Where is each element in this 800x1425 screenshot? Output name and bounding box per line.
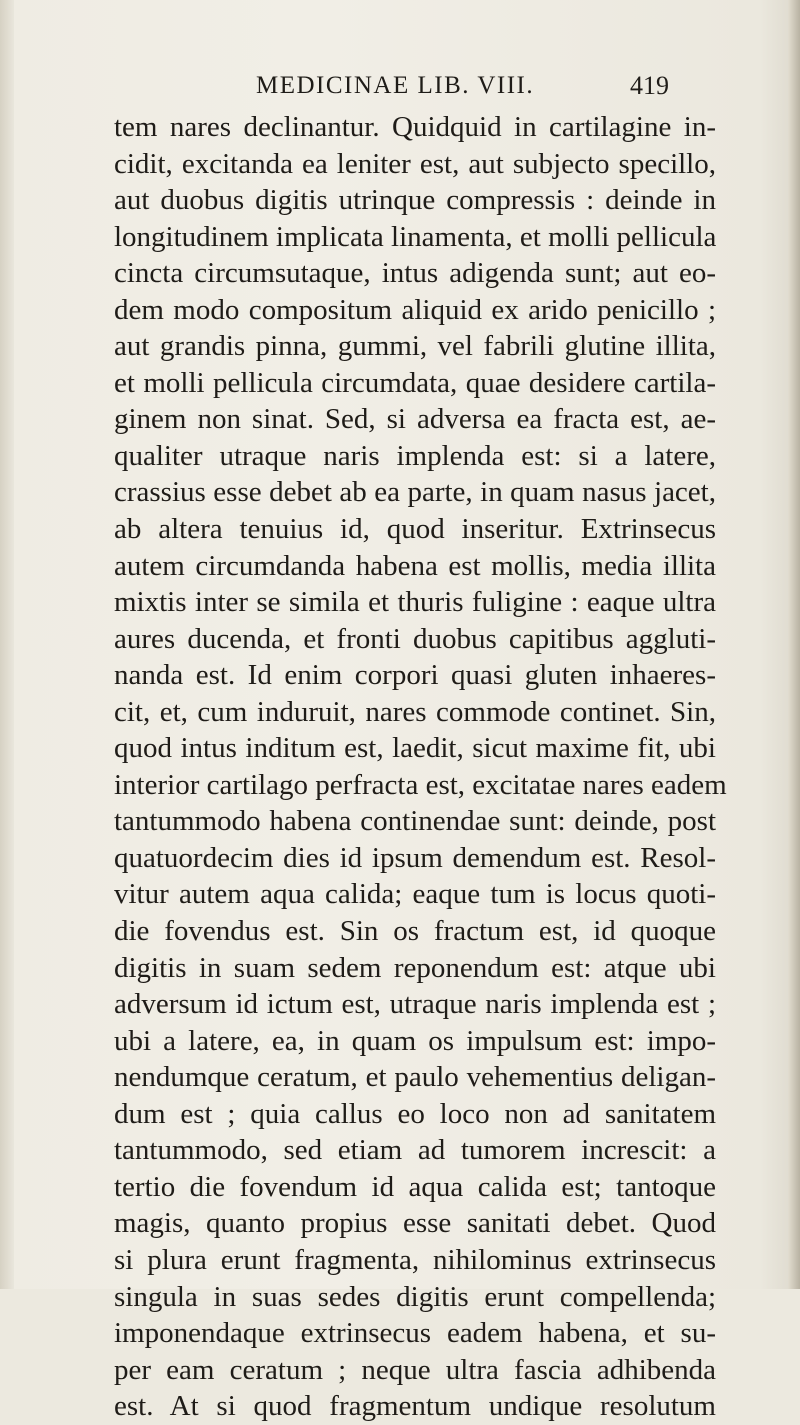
text-line: imponendaque extrinsecus eadem habena, et su- — [114, 1317, 716, 1350]
text-line: cidit, excitanda ea leniter est, aut subjecto specillo, — [114, 147, 716, 180]
text-line: autem circumdanda habena est mollis, media illita — [114, 549, 716, 582]
text-line: tantummodo, sed etiam ad tumorem increscit: a — [114, 1134, 716, 1167]
text-line: est. At si quod fragmentum undique resolutum — [114, 1390, 716, 1423]
text-line: dum est ; quia callus eo loco non ad sanitatem — [114, 1097, 716, 1130]
text-line: ab altera tenuius id, quod inseritur. Extrinsecus — [114, 513, 716, 546]
text-line: magis, quanto propius esse sanitati debet. Quod — [114, 1207, 716, 1240]
text-line: interior cartilago perfracta est, excitatae nares eadem — [114, 768, 727, 801]
text-line: tertio die fovendum id aqua calida est; tantoque — [114, 1170, 716, 1203]
text-line: et molli pellicula circumdata, quae desidere cartila- — [114, 366, 716, 399]
text-line: singula in suas sedes digitis erunt compellenda; — [114, 1280, 716, 1313]
text-line: adversum id ictum est, utraque naris implenda est ; — [114, 988, 716, 1021]
text-line: quod intus inditum est, laedit, sicut maxime fit, ubi — [114, 732, 716, 765]
text-line: qualiter utraque naris implenda est: si a latere, — [114, 439, 716, 472]
page-edge — [788, 0, 800, 1289]
page-gutter-shadow — [0, 0, 14, 1289]
text-line: die fovendus est. Sin os fractum est, id quoque — [114, 915, 716, 948]
text-line: crassius esse debet ab ea parte, in quam nasus jacet, — [114, 476, 716, 509]
text-line: aut duobus digitis utrinque compressis : deinde in — [114, 184, 716, 217]
text-line: nanda est. Id enim corpori quasi gluten inhaeres- — [114, 659, 716, 692]
text-line: aures ducenda, et fronti duobus capitibus aggluti- — [114, 622, 716, 655]
text-line: vitur autem aqua calida; eaque tum is locus quoti- — [114, 878, 716, 911]
running-head — [0, 66, 800, 106]
text-line: per eam ceratum ; neque ultra fascia adhibenda — [114, 1353, 716, 1386]
page-number: 419 — [630, 71, 669, 100]
text-line: longitudinem implicata linamenta, et molli pellicula — [114, 220, 717, 253]
text-line: si plura erunt fragmenta, nihilominus extrinsecus — [114, 1243, 716, 1276]
text-line: ubi a latere, ea, in quam os impulsum est: impo- — [114, 1024, 716, 1057]
text-line: tem nares declinantur. Quidquid in cartilagine in- — [114, 111, 716, 143]
text-line: dem modo compositum aliquid ex arido penicillo ; — [114, 293, 716, 326]
text-line: nendumque ceratum, et paulo vehementius deligan- — [114, 1061, 716, 1094]
text-line: tantummodo habena continendae sunt: deinde, post — [114, 805, 716, 838]
text-line: cincta circumsutaque, intus adigenda sunt; aut eo- — [114, 257, 716, 290]
text-line: quatuordecim dies id ipsum demendum est. Resol- — [114, 841, 716, 874]
text-line: cit, et, cum induruit, nares commode continet. Sin, — [114, 695, 716, 728]
text-line: ginem non sinat. Sed, si adversa ea fracta est, ae- — [114, 403, 716, 436]
text-line: aut grandis pinna, gummi, vel fabrili glutine illita, — [114, 330, 716, 363]
body-text — [114, 109, 727, 1425]
running-title: MEDICINAE LIB. VIII. — [256, 72, 535, 99]
text-line: digitis in suam sedem reponendum est: atque ubi — [114, 951, 716, 984]
text-line: mixtis inter se simila et thuris fuligine : eaque ultra — [114, 586, 716, 619]
